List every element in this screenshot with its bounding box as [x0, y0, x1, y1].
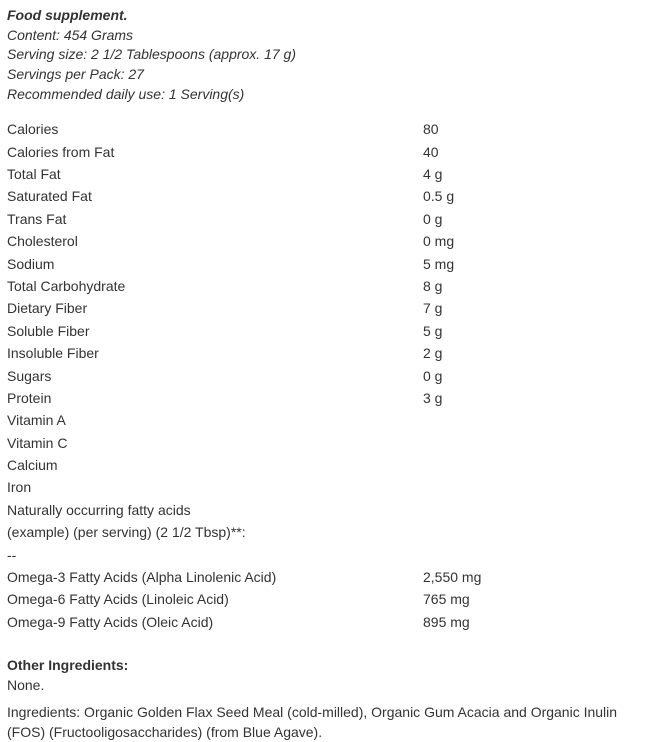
nutrient-label: Calcium: [7, 457, 58, 474]
nutrient-label: Sugars: [7, 367, 52, 384]
nutrient-label: Soluble Fiber: [7, 322, 90, 339]
nutrient-label: Calories: [7, 121, 59, 138]
nutrient-label: Naturally occurring fatty acids: [7, 501, 191, 518]
nutrient-value: [423, 432, 658, 454]
nutrient-value: 8 g: [423, 277, 443, 294]
table-row: [7, 387, 658, 409]
table-row: [7, 253, 658, 275]
nutrient-value: 80: [423, 121, 439, 138]
nutrient-label: Total Fat: [7, 165, 61, 182]
table-row: [7, 298, 658, 320]
supplement-intro-block: [7, 6, 658, 105]
nutrient-label: Trans Fat: [7, 210, 67, 227]
table-row: [7, 186, 658, 208]
servings-per-pack-line: Servings per Pack: 27: [7, 66, 144, 83]
nutrient-label: Insoluble Fiber: [7, 345, 99, 362]
table-row: [7, 432, 658, 454]
recommended-use-line: Recommended daily use: 1 Serving(s): [7, 85, 245, 102]
table-row: [7, 477, 658, 499]
nutrient-label: Vitamin C: [7, 434, 68, 451]
nutrient-value: [423, 522, 658, 544]
table-row: [7, 566, 658, 588]
nutrient-label: Dietary Fiber: [7, 300, 88, 317]
nutrient-label: Calories from Fat: [7, 143, 115, 160]
nutrient-value: 40: [423, 143, 439, 160]
table-row: [7, 544, 658, 566]
other-ingredients-section: [7, 655, 658, 695]
nutrient-label: --: [7, 546, 17, 563]
nutrient-label: (example) (per serving) (2 1/2 Tbsp)**:: [7, 524, 246, 541]
table-row: [7, 522, 658, 544]
nutrient-label: Saturated Fat: [7, 188, 92, 205]
nutrient-label: Total Carbohydrate: [7, 277, 126, 294]
table-row: [7, 342, 658, 364]
nutrient-label: Omega-6 Fatty Acids (Linoleic Acid): [7, 591, 229, 608]
table-row: [7, 119, 658, 141]
nutrient-value: 5 mg: [423, 255, 455, 272]
other-ingredients-heading: Other Ingredients:: [7, 656, 129, 673]
nutrient-value: 0.5 g: [423, 188, 455, 205]
nutrient-label: Iron: [7, 479, 32, 496]
table-row: [7, 454, 658, 476]
nutrient-value: 4 g: [423, 165, 443, 182]
table-row: [7, 230, 658, 252]
table-row: [7, 410, 658, 432]
nutrient-value: [423, 544, 658, 566]
nutrient-label: Omega-3 Fatty Acids (Alpha Linolenic Acid): [7, 569, 277, 586]
nutrient-value: 0 g: [423, 210, 443, 227]
table-row: [7, 589, 658, 611]
nutrient-value: 7 g: [423, 300, 443, 317]
nutrient-value: 3 g: [423, 389, 443, 406]
supplement-type-label: Food supplement.: [7, 7, 128, 23]
content-amount-line: Content: 454 Grams: [7, 26, 134, 43]
table-row: [7, 275, 658, 297]
table-row: [7, 365, 658, 387]
nutrient-label: Cholesterol: [7, 233, 78, 250]
other-ingredients-value: None.: [7, 676, 45, 693]
table-row: [7, 611, 658, 633]
nutrient-value: [423, 477, 658, 499]
nutrient-value: [423, 454, 658, 476]
table-row: [7, 163, 658, 185]
table-row: [7, 141, 658, 163]
nutrient-label: Protein: [7, 389, 52, 406]
ingredients-paragraph: Ingredients: Organic Golden Flax Seed Meal (cold-milled), Organic Gum Acacia and Organic Inulin (FOS) (Fructooligosaccharides) (from Blue Agave).: [7, 703, 618, 740]
nutrient-label: Sodium: [7, 255, 55, 272]
nutrient-value: [423, 410, 658, 432]
nutrient-value: 5 g: [423, 322, 443, 339]
nutrient-label: Omega-9 Fatty Acids (Oleic Acid): [7, 613, 214, 630]
nutrition-facts-table: [7, 119, 658, 634]
nutrient-value: 765 mg: [423, 591, 470, 608]
nutrient-value: [423, 499, 658, 521]
nutrient-value: 0 mg: [423, 233, 455, 250]
nutrient-label: Vitamin A: [7, 412, 66, 429]
nutrient-value: 2,550 mg: [423, 569, 482, 586]
table-row: [7, 320, 658, 342]
table-row: [7, 499, 658, 521]
nutrient-value: 895 mg: [423, 613, 470, 630]
table-row: [7, 208, 658, 230]
nutrient-value: 2 g: [423, 345, 443, 362]
nutrient-value: 0 g: [423, 367, 443, 384]
serving-size-line: Serving size: 2 1/2 Tablespoons (approx. 17 g): [7, 46, 296, 63]
